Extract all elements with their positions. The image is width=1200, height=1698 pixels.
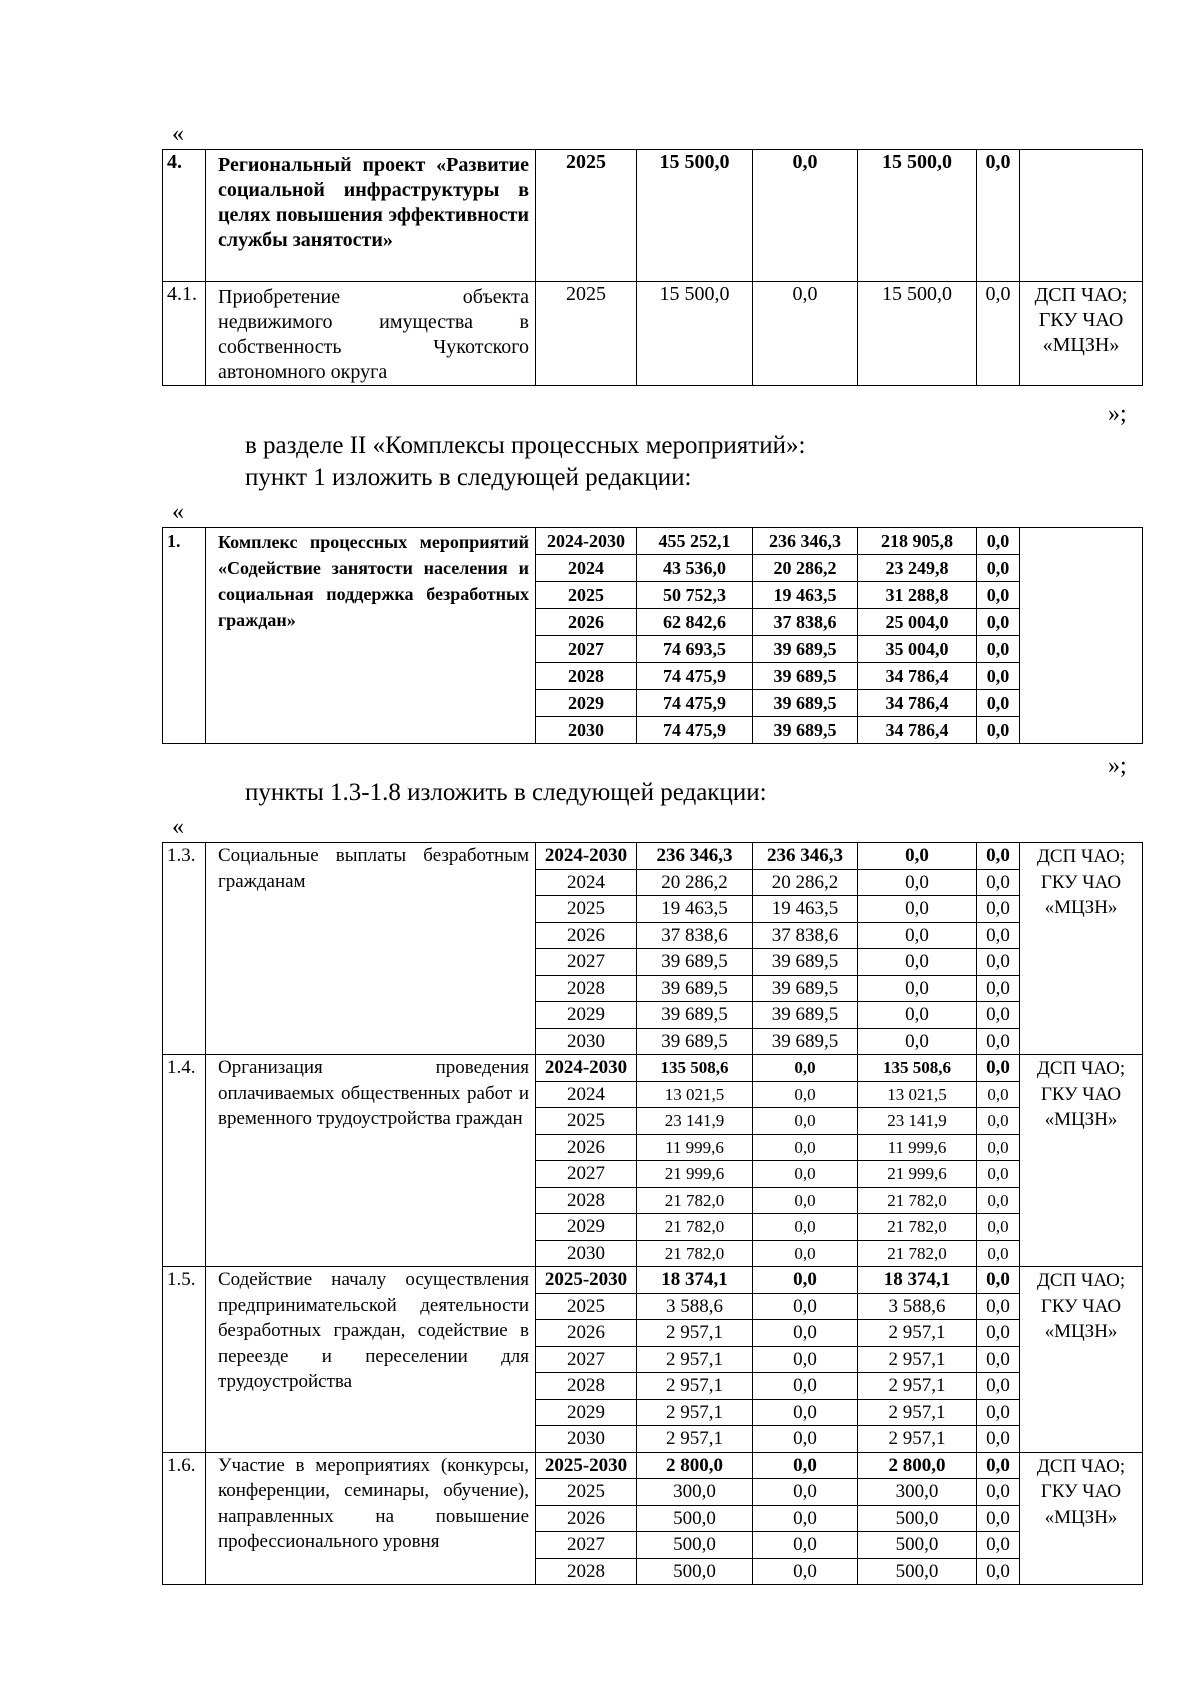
row-other: 0,0	[977, 1240, 1020, 1267]
row-other: 0,0	[977, 1558, 1020, 1585]
row-other: 0,0	[977, 1134, 1020, 1161]
row-number: 1.4.	[163, 1055, 206, 1267]
row-federal: 39 689,5	[753, 717, 858, 744]
row-total: 455 252,1	[637, 528, 753, 555]
row-other: 0,0	[977, 282, 1020, 386]
row-total: 21 999,6	[637, 1161, 753, 1188]
row-regional: 500,0	[858, 1532, 977, 1559]
row-total: 11 999,6	[637, 1134, 753, 1161]
row-federal: 39 689,5	[753, 975, 858, 1002]
row-regional: 34 786,4	[858, 717, 977, 744]
row-number: 1.5.	[163, 1267, 206, 1453]
row-year: 2026	[536, 1320, 637, 1347]
row-federal: 37 838,6	[753, 922, 858, 949]
row-year: 2026	[536, 922, 637, 949]
row-year: 2030	[536, 1426, 637, 1453]
row-total: 39 689,5	[637, 949, 753, 976]
row-federal: 37 838,6	[753, 609, 858, 636]
row-regional: 15 500,0	[858, 282, 977, 386]
row-regional: 2 957,1	[858, 1399, 977, 1426]
row-total: 18 374,1	[637, 1267, 753, 1294]
row-executor: ДСП ЧАО; ГКУ ЧАО «МЦЗН»	[1020, 1267, 1143, 1453]
row-federal: 39 689,5	[753, 1028, 858, 1055]
row-federal: 0,0	[753, 1081, 858, 1108]
process-complex-table	[162, 527, 1143, 744]
row-other: 0,0	[977, 922, 1020, 949]
row-year: 2028	[536, 1373, 637, 1400]
row-other: 0,0	[977, 1426, 1020, 1453]
quote-open-3: «	[172, 814, 184, 840]
row-other: 0,0	[977, 717, 1020, 744]
row-regional: 31 288,8	[858, 582, 977, 609]
row-federal: 39 689,5	[753, 1002, 858, 1029]
row-federal: 0,0	[753, 1055, 858, 1082]
row-total: 15 500,0	[637, 282, 753, 386]
row-total: 300,0	[637, 1479, 753, 1506]
row-regional: 21 999,6	[858, 1161, 977, 1188]
row-year: 2025	[536, 150, 637, 282]
row-number: 4.1.	[163, 282, 206, 386]
row-federal: 19 463,5	[753, 582, 858, 609]
row-regional: 0,0	[858, 896, 977, 923]
row-regional: 2 957,1	[858, 1320, 977, 1347]
row-federal: 0,0	[753, 1452, 858, 1479]
row-year: 2025	[536, 282, 637, 386]
row-regional: 2 957,1	[858, 1346, 977, 1373]
row-federal: 39 689,5	[753, 949, 858, 976]
row-total: 62 842,6	[637, 609, 753, 636]
table-row	[163, 150, 1143, 282]
row-federal: 236 346,3	[753, 843, 858, 870]
table-row	[163, 282, 1143, 386]
row-regional: 34 786,4	[858, 690, 977, 717]
row-regional: 11 999,6	[858, 1134, 977, 1161]
row-year: 2028	[536, 1558, 637, 1585]
row-total: 2 957,1	[637, 1426, 753, 1453]
row-federal: 0,0	[753, 1505, 858, 1532]
row-federal: 0,0	[753, 150, 858, 282]
row-federal: 0,0	[753, 1346, 858, 1373]
row-year: 2024-2030	[536, 843, 637, 870]
row-federal: 0,0	[753, 1479, 858, 1506]
row-total: 20 286,2	[637, 869, 753, 896]
row-number: 1.3.	[163, 843, 206, 1055]
row-number: 4.	[163, 150, 206, 282]
row-regional: 2 800,0	[858, 1452, 977, 1479]
row-regional: 0,0	[858, 1002, 977, 1029]
row-other: 0,0	[977, 1028, 1020, 1055]
row-regional: 15 500,0	[858, 150, 977, 282]
row-federal: 0,0	[753, 1532, 858, 1559]
row-executor	[1020, 150, 1143, 282]
row-other: 0,0	[977, 1214, 1020, 1241]
row-total: 2 957,1	[637, 1320, 753, 1347]
row-federal: 39 689,5	[753, 690, 858, 717]
row-executor: ДСП ЧАО; ГКУ ЧАО «МЦЗН»	[1020, 843, 1143, 1055]
row-year: 2025	[536, 582, 637, 609]
row-other: 0,0	[977, 1373, 1020, 1400]
table-row	[163, 1452, 1143, 1479]
table-row	[163, 843, 1143, 870]
row-other: 0,0	[977, 896, 1020, 923]
row-federal: 0,0	[753, 1161, 858, 1188]
row-total: 21 782,0	[637, 1187, 753, 1214]
row-year: 2025	[536, 1293, 637, 1320]
row-year: 2024	[536, 1081, 637, 1108]
row-total: 2 957,1	[637, 1346, 753, 1373]
row-total: 13 021,5	[637, 1081, 753, 1108]
row-name: Организация проведения оплачиваемых общественных работ и временного трудоустройства граждан	[206, 1055, 536, 1267]
row-name: Содействие началу осуществления предпринимательской деятельности безработных граждан, содействие в переезде и переселении для трудоустройства	[206, 1267, 536, 1453]
row-other: 0,0	[977, 690, 1020, 717]
row-total: 15 500,0	[637, 150, 753, 282]
row-executor: ДСП ЧАО; ГКУ ЧАО «МЦЗН»	[1020, 282, 1143, 386]
row-year: 2027	[536, 636, 637, 663]
row-total: 236 346,3	[637, 843, 753, 870]
row-year: 2026	[536, 609, 637, 636]
row-regional: 135 508,6	[858, 1055, 977, 1082]
row-regional: 23 141,9	[858, 1108, 977, 1135]
row-name: Участие в мероприятиях (конкурсы, конференции, семинары, обучение), направленных на повышение профессионального уровня	[206, 1452, 536, 1585]
row-total: 500,0	[637, 1558, 753, 1585]
row-other: 0,0	[977, 1346, 1020, 1373]
row-total: 2 957,1	[637, 1373, 753, 1400]
row-other: 0,0	[977, 555, 1020, 582]
row-total: 50 752,3	[637, 582, 753, 609]
row-total: 39 689,5	[637, 975, 753, 1002]
row-total: 2 800,0	[637, 1452, 753, 1479]
row-year: 2027	[536, 1346, 637, 1373]
row-name: Региональный проект «Развитие социальной инфраструктуры в целях повышения эффективности службы занятости»	[206, 150, 536, 282]
row-regional: 0,0	[858, 949, 977, 976]
row-total: 19 463,5	[637, 896, 753, 923]
row-total: 2 957,1	[637, 1399, 753, 1426]
row-regional: 2 957,1	[858, 1426, 977, 1453]
row-regional: 0,0	[858, 922, 977, 949]
row-year: 2024	[536, 555, 637, 582]
row-federal: 0,0	[753, 1426, 858, 1453]
regional-project-table	[162, 149, 1143, 386]
row-total: 74 693,5	[637, 636, 753, 663]
row-federal: 0,0	[753, 1558, 858, 1585]
row-regional: 0,0	[858, 975, 977, 1002]
row-year: 2025	[536, 1108, 637, 1135]
quote-open-2: «	[172, 499, 184, 525]
row-federal: 20 286,2	[753, 869, 858, 896]
row-year: 2025	[536, 1479, 637, 1506]
row-other: 0,0	[977, 582, 1020, 609]
row-total: 43 536,0	[637, 555, 753, 582]
row-regional: 13 021,5	[858, 1081, 977, 1108]
row-year: 2027	[536, 1161, 637, 1188]
row-year: 2025	[536, 896, 637, 923]
row-regional: 23 249,8	[858, 555, 977, 582]
row-regional: 21 782,0	[858, 1214, 977, 1241]
row-regional: 500,0	[858, 1505, 977, 1532]
row-other: 0,0	[977, 975, 1020, 1002]
row-total: 21 782,0	[637, 1240, 753, 1267]
row-other: 0,0	[977, 1187, 1020, 1214]
row-regional: 218 905,8	[858, 528, 977, 555]
row-federal: 39 689,5	[753, 636, 858, 663]
row-total: 135 508,6	[637, 1055, 753, 1082]
row-regional: 500,0	[858, 1558, 977, 1585]
row-total: 74 475,9	[637, 717, 753, 744]
row-other: 0,0	[977, 869, 1020, 896]
row-other: 0,0	[977, 609, 1020, 636]
row-year: 2027	[536, 1532, 637, 1559]
row-other: 0,0	[977, 1267, 1020, 1294]
row-other: 0,0	[977, 1452, 1020, 1479]
row-regional: 21 782,0	[858, 1240, 977, 1267]
table-row	[163, 1055, 1143, 1082]
row-year: 2024	[536, 869, 637, 896]
edit-instruction-paragraph-2: пункты 1.3-1.8 изложить в следующей редакции:	[245, 779, 767, 806]
row-executor: ДСП ЧАО; ГКУ ЧАО «МЦЗН»	[1020, 1055, 1143, 1267]
row-federal: 0,0	[753, 1134, 858, 1161]
row-year: 2028	[536, 975, 637, 1002]
row-federal: 0,0	[753, 1267, 858, 1294]
row-total: 500,0	[637, 1532, 753, 1559]
row-total: 39 689,5	[637, 1028, 753, 1055]
row-year: 2029	[536, 1214, 637, 1241]
row-total: 23 141,9	[637, 1108, 753, 1135]
row-executor: ДСП ЧАО; ГКУ ЧАО «МЦЗН»	[1020, 1452, 1143, 1585]
row-regional: 3 588,6	[858, 1293, 977, 1320]
row-year: 2028	[536, 663, 637, 690]
row-regional: 0,0	[858, 1028, 977, 1055]
row-federal: 0,0	[753, 1240, 858, 1267]
row-name: Приобретение объекта недвижимого имущества в собственность Чукотского автономного округа	[206, 282, 536, 386]
row-total: 37 838,6	[637, 922, 753, 949]
row-total: 74 475,9	[637, 663, 753, 690]
row-regional: 34 786,4	[858, 663, 977, 690]
row-year: 2026	[536, 1505, 637, 1532]
table-row	[163, 528, 1143, 555]
row-other: 0,0	[977, 1055, 1020, 1082]
row-federal: 0,0	[753, 1373, 858, 1400]
row-other: 0,0	[977, 663, 1020, 690]
activities-table	[162, 842, 1143, 1585]
row-name: Социальные выплаты безработным гражданам	[206, 843, 536, 1055]
quote-open-1: «	[172, 121, 184, 147]
row-year: 2029	[536, 690, 637, 717]
row-regional: 18 374,1	[858, 1267, 977, 1294]
row-other: 0,0	[977, 843, 1020, 870]
row-year: 2024-2030	[536, 1055, 637, 1082]
quote-close-1: »;	[1108, 401, 1127, 427]
row-other: 0,0	[977, 1081, 1020, 1108]
row-federal: 0,0	[753, 1108, 858, 1135]
row-federal: 0,0	[753, 1320, 858, 1347]
row-year: 2028	[536, 1187, 637, 1214]
row-number: 1.6.	[163, 1452, 206, 1585]
edit-instruction-paragraph: пункт 1 изложить в следующей редакции:	[245, 464, 692, 491]
row-number: 1.	[163, 528, 206, 744]
row-name: Комплекс процессных мероприятий «Содействие занятости населения и социальная поддержка безработных граждан»	[206, 528, 536, 744]
row-other: 0,0	[977, 528, 1020, 555]
row-year: 2024-2030	[536, 528, 637, 555]
row-total: 74 475,9	[637, 690, 753, 717]
row-regional: 0,0	[858, 869, 977, 896]
section-heading-paragraph: в разделе II «Комплексы процессных мероприятий»:	[245, 432, 806, 459]
row-other: 0,0	[977, 1108, 1020, 1135]
row-federal: 0,0	[753, 1214, 858, 1241]
row-total: 500,0	[637, 1505, 753, 1532]
row-regional: 21 782,0	[858, 1187, 977, 1214]
row-federal: 39 689,5	[753, 663, 858, 690]
row-total: 21 782,0	[637, 1214, 753, 1241]
row-regional: 300,0	[858, 1479, 977, 1506]
table-row	[163, 1267, 1143, 1294]
row-other: 0,0	[977, 1399, 1020, 1426]
quote-close-2: »;	[1108, 753, 1127, 779]
row-year: 2026	[536, 1134, 637, 1161]
row-federal: 0,0	[753, 282, 858, 386]
row-year: 2030	[536, 717, 637, 744]
row-regional: 0,0	[858, 843, 977, 870]
row-other: 0,0	[977, 1161, 1020, 1188]
row-other: 0,0	[977, 1479, 1020, 1506]
row-year: 2029	[536, 1399, 637, 1426]
row-federal: 0,0	[753, 1399, 858, 1426]
row-federal: 0,0	[753, 1293, 858, 1320]
row-federal: 0,0	[753, 1187, 858, 1214]
row-year: 2029	[536, 1002, 637, 1029]
row-federal: 20 286,2	[753, 555, 858, 582]
row-year: 2025-2030	[536, 1267, 637, 1294]
row-total: 39 689,5	[637, 1002, 753, 1029]
row-year: 2027	[536, 949, 637, 976]
row-year: 2025-2030	[536, 1452, 637, 1479]
row-year: 2030	[536, 1240, 637, 1267]
row-other: 0,0	[977, 1293, 1020, 1320]
row-other: 0,0	[977, 949, 1020, 976]
row-year: 2030	[536, 1028, 637, 1055]
row-other: 0,0	[977, 1002, 1020, 1029]
row-executor	[1020, 528, 1143, 744]
row-regional: 2 957,1	[858, 1373, 977, 1400]
row-other: 0,0	[977, 636, 1020, 663]
row-federal: 19 463,5	[753, 896, 858, 923]
row-federal: 236 346,3	[753, 528, 858, 555]
row-other: 0,0	[977, 150, 1020, 282]
row-total: 3 588,6	[637, 1293, 753, 1320]
row-other: 0,0	[977, 1532, 1020, 1559]
row-regional: 35 004,0	[858, 636, 977, 663]
row-regional: 25 004,0	[858, 609, 977, 636]
row-other: 0,0	[977, 1505, 1020, 1532]
row-other: 0,0	[977, 1320, 1020, 1347]
